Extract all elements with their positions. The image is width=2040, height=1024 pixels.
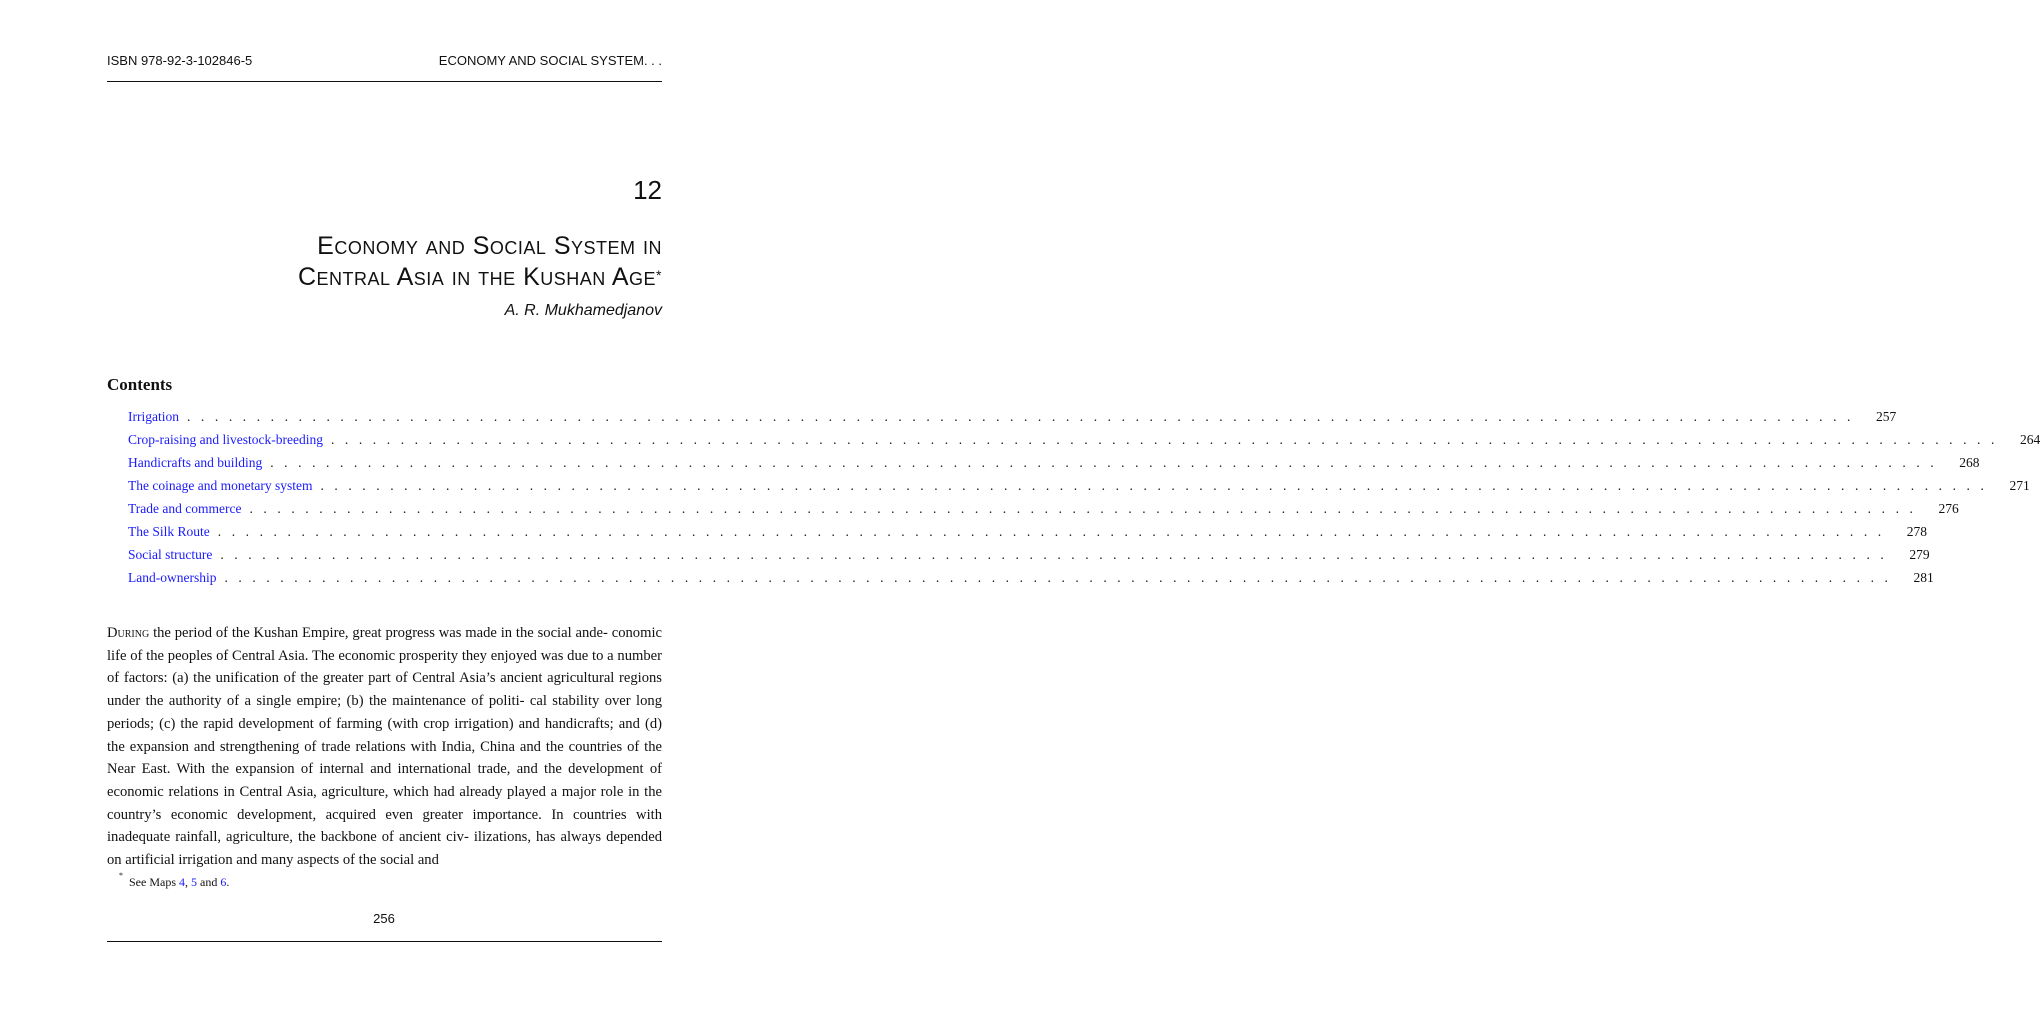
footnote-end: . — [226, 875, 230, 889]
toc-entry[interactable] — [128, 409, 1897, 432]
chapter-author: A. R. Mukhamedjanov — [504, 302, 662, 319]
toc-entry[interactable] — [128, 478, 2030, 501]
footnote-mark: * — [119, 871, 123, 880]
chapter-title-line-1: Economy and Social System in — [317, 232, 662, 260]
toc-entry-link[interactable]: The coinage and monetary system — [128, 478, 313, 493]
toc-entry[interactable] — [128, 570, 1934, 593]
chapter-title — [298, 231, 662, 293]
toc-entry-link[interactable]: Land-ownership — [128, 570, 217, 585]
body-paragraph — [107, 622, 662, 872]
toc-page-number: 268 — [1959, 455, 1980, 470]
toc-entry-link[interactable]: Handicrafts and building — [128, 455, 263, 470]
toc-entry-link[interactable]: Trade and commerce — [128, 501, 242, 516]
toc-entry[interactable] — [128, 432, 2040, 455]
toc-dot-leader: . . . . . . . . . . . . . . . . . . . . . . . . . . . . . . . . . . . . . . . . . . . . . . . . . . . . . . . . . . . . . . . . . . . . . . . . . . . . . . . . . . . . . . . . . . . . . . . . . . . . . . . . . . . . . . . . . . . . . . . . — [224, 570, 1892, 585]
toc-entry-link[interactable]: Irrigation — [128, 409, 179, 424]
table-of-contents — [128, 409, 2040, 593]
contents-heading: Contents — [107, 375, 173, 394]
toc-page-number: 276 — [1938, 501, 1959, 516]
toc-page-number: 279 — [1909, 547, 1930, 562]
running-header — [107, 53, 662, 68]
chapter-title-line-2-text: Central Asia in the Kushan Age — [297, 263, 657, 291]
chapter-footnote-mark[interactable]: * — [656, 267, 662, 283]
toc-dot-leader: . . . . . . . . . . . . . . . . . . . . . . . . . . . . . . . . . . . . . . . . . . . . . . . . . . . . . . . . . . . . . . . . . . . . . . . . . . . . . . . . . . . . . . . . . . . . . . . . . . . . . . . . . . . . . . . . . . . . . . . . — [217, 524, 1885, 539]
isbn-text: ISBN 978-92-3-102846-5 — [107, 53, 253, 68]
toc-entry[interactable] — [128, 547, 1930, 570]
page-number: 256 — [373, 911, 395, 926]
toc-page-number: 271 — [2009, 478, 2030, 493]
footnote — [119, 871, 230, 890]
map-link-6[interactable]: 6 — [220, 875, 227, 889]
toc-entry-link[interactable]: The Silk Route — [128, 524, 210, 539]
body-lead-word: During — [107, 625, 150, 641]
toc-page-number: 257 — [1876, 409, 1897, 424]
footer-rule — [107, 941, 662, 942]
toc-entry[interactable] — [128, 524, 1928, 547]
map-link-5[interactable]: 5 — [191, 875, 197, 889]
chapter-title-line-2 — [298, 262, 662, 293]
footnote-sep-1: , — [185, 875, 188, 889]
chapter-number: 12 — [633, 175, 662, 205]
toc-entry-link[interactable]: Social structure — [128, 547, 213, 562]
toc-entry-link[interactable]: Crop-raising and livestock-breeding — [128, 432, 323, 447]
toc-page-number: 278 — [1906, 524, 1928, 539]
footnote-text: See Maps — [129, 875, 176, 889]
toc-page-number: 264 — [2019, 432, 2040, 447]
toc-dot-leader: . . . . . . . . . . . . . . . . . . . . . . . . . . . . . . . . . . . . . . . . . . . . . . . . . . . . . . . . . . . . . . . . . . . . . . . . . . . . . . . . . . . . . . . . . . . . . . . . . . . . . . . . . . . . . . . . . . . . . . . . — [186, 409, 1855, 424]
toc-entry[interactable] — [128, 455, 1980, 478]
toc-dot-leader: . . . . . . . . . . . . . . . . . . . . . . . . . . . . . . . . . . . . . . . . . . . . . . . . . . . . . . . . . . . . . . . . . . . . . . . . . . . . . . . . . . . . . . . . . . . . . . . . . . . . . . . . . . . . . . . . . . . . . . . . — [249, 501, 1917, 516]
running-title: ECONOMY AND SOCIAL SYSTEM. . . — [438, 53, 662, 68]
toc-dot-leader: . . . . . . . . . . . . . . . . . . . . . . . . . . . . . . . . . . . . . . . . . . . . . . . . . . . . . . . . . . . . . . . . . . . . . . . . . . . . . . . . . . . . . . . . . . . . . . . . . . . . . . . . . . . . . . . . . . . . . . . . — [320, 478, 1988, 493]
toc-dot-leader: . . . . . . . . . . . . . . . . . . . . . . . . . . . . . . . . . . . . . . . . . . . . . . . . . . . . . . . . . . . . . . . . . . . . . . . . . . . . . . . . . . . . . . . . . . . . . . . . . . . . . . . . . . . . . . . . . . . . . . . . — [220, 547, 1888, 562]
header-rule — [107, 81, 662, 82]
map-link-4[interactable]: 4 — [179, 875, 185, 889]
body-text: the period of the Kushan Empire, great progress was made in the social ande- conomic life of the peoples of Central Asia. The economic prosperity they enjoyed was due to a number of factors: (a) the unification of the greater part of Central Asia’s ancient agricultural regions under the authority of a single empire; (b) the maintenance of politi- cal stability over long periods; (c) the rapid development of farming (with crop irrigation) and handicrafts; and (d) the expansion and strengthening of trade relations with India, China and the countries of the Near East. With the expansion of internal and international trade, and the development of economic relations in Central Asia, agriculture, which had already played a major role in the country’s economic development, acquired even greater importance. In countries with inadequate rainfall, agriculture, the backbone of ancient civ- ilizations, has always depended on artificial irrigation and many aspects of the social and — [107, 625, 662, 869]
toc-entry[interactable] — [128, 501, 1959, 524]
toc-page-number: 281 — [1913, 570, 1934, 585]
toc-dot-leader: . . . . . . . . . . . . . . . . . . . . . . . . . . . . . . . . . . . . . . . . . . . . . . . . . . . . . . . . . . . . . . . . . . . . . . . . . . . . . . . . . . . . . . . . . . . . . . . . . . . . . . . . . . . . . . . . . . . . . . . . — [330, 432, 1998, 447]
footnote-sep-2: and — [200, 875, 218, 889]
toc-dot-leader: . . . . . . . . . . . . . . . . . . . . . . . . . . . . . . . . . . . . . . . . . . . . . . . . . . . . . . . . . . . . . . . . . . . . . . . . . . . . . . . . . . . . . . . . . . . . . . . . . . . . . . . . . . . . . . . . . . . . . . . . — [270, 455, 1938, 470]
